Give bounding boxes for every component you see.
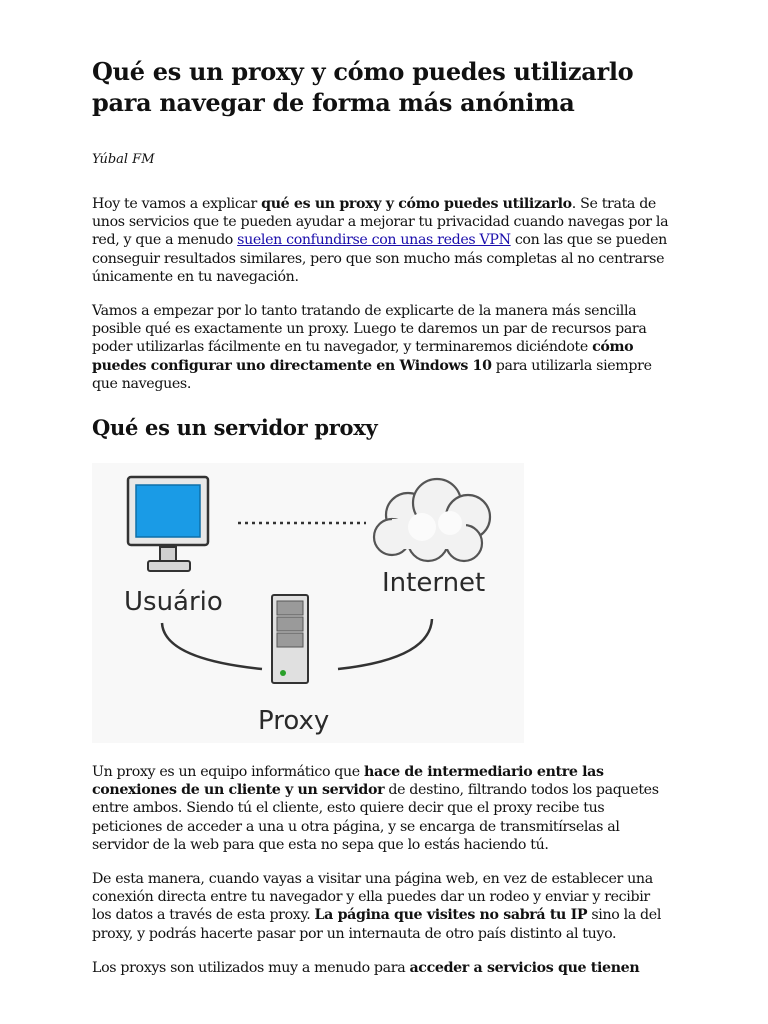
text-run: con las que se pueden conseguir resultados similares, pero que son mucho más completas al no centrarse únicamente en tu navegación. <box>92 232 667 285</box>
text-run: De esta manera, cuando vayas a visitar una página web, en vez de establecer una conexión directa entre tu navegador y ella puedes dar un rodeo y enviar y recibir los datos a través de esta proxy. <box>92 871 653 924</box>
text-run: sino la del proxy, y podrás hacerte pasar por un internauta de otro país distinto al tuyo. <box>92 907 662 942</box>
intro-paragraph <box>92 195 672 286</box>
section-heading: Qué es un servidor proxy <box>92 415 378 441</box>
bold-run: acceder a servicios que tienen <box>409 959 640 976</box>
text-run: Un proxy es un equipo informático que <box>92 764 365 781</box>
author-name: Yúbal FM <box>92 152 155 167</box>
paragraph <box>92 763 672 854</box>
proxy-diagram <box>92 463 524 743</box>
article <box>92 56 672 977</box>
bold-run: cómo puedes configurar uno directamente en Windows 10 <box>92 339 634 374</box>
text-run: Los proxys son utilizados muy a menudo para <box>92 959 410 976</box>
bold-run: qué es un proxy y cómo puedes utilizarlo <box>261 196 572 212</box>
user-label: Usuário <box>124 587 223 618</box>
paragraph <box>92 870 672 943</box>
computer-monitor-icon <box>128 477 208 571</box>
text-run: de destino, filtrando todos los paquetes entre ambos. Siendo tú el cliente, esto quiere decir que el proxy recibe tus peticiones de acceder a una u otra página, y se encarga de transmitírselas al servidor de la web para que esta no sepa que lo estás haciendo tú. <box>92 782 659 853</box>
proxy-diagram-svg <box>92 463 524 743</box>
internet-proxy-connection <box>338 619 432 669</box>
text-run: para utilizarla siempre que navegues. <box>92 357 652 392</box>
server-tower-icon <box>272 595 308 683</box>
paragraph <box>92 959 672 977</box>
proxy-label: Proxy <box>258 706 330 737</box>
bold-run: La página que visites no sabrá tu IP <box>314 907 588 924</box>
text-run: . Se trata de unos servicios que te pueden ayudar a mejorar tu privacidad cuando navegas por la red, y que a menudo <box>92 196 669 249</box>
user-proxy-connection <box>162 623 262 669</box>
text-run: Hoy te vamos a explicar <box>92 196 262 212</box>
vpn-link[interactable]: suelen confundirse con unas redes VPN <box>237 232 511 249</box>
cloud-icon <box>374 479 490 561</box>
text-run: Vamos a empezar por lo tanto tratando de explicarte de la manera más sencilla posible qué es exactamente un proxy. Luego te daremos un par de recursos para poder utilizarlas fácilmente en tu navegador, y terminaremos diciéndote <box>92 303 647 356</box>
bold-run: hace de intermediario entre las conexiones de un cliente y un servidor <box>92 764 604 799</box>
article-title: Qué es un proxy y cómo puedes utilizarlo para navegar de forma más anónima <box>92 57 634 117</box>
paragraph <box>92 302 672 393</box>
internet-label: Internet <box>382 568 486 599</box>
